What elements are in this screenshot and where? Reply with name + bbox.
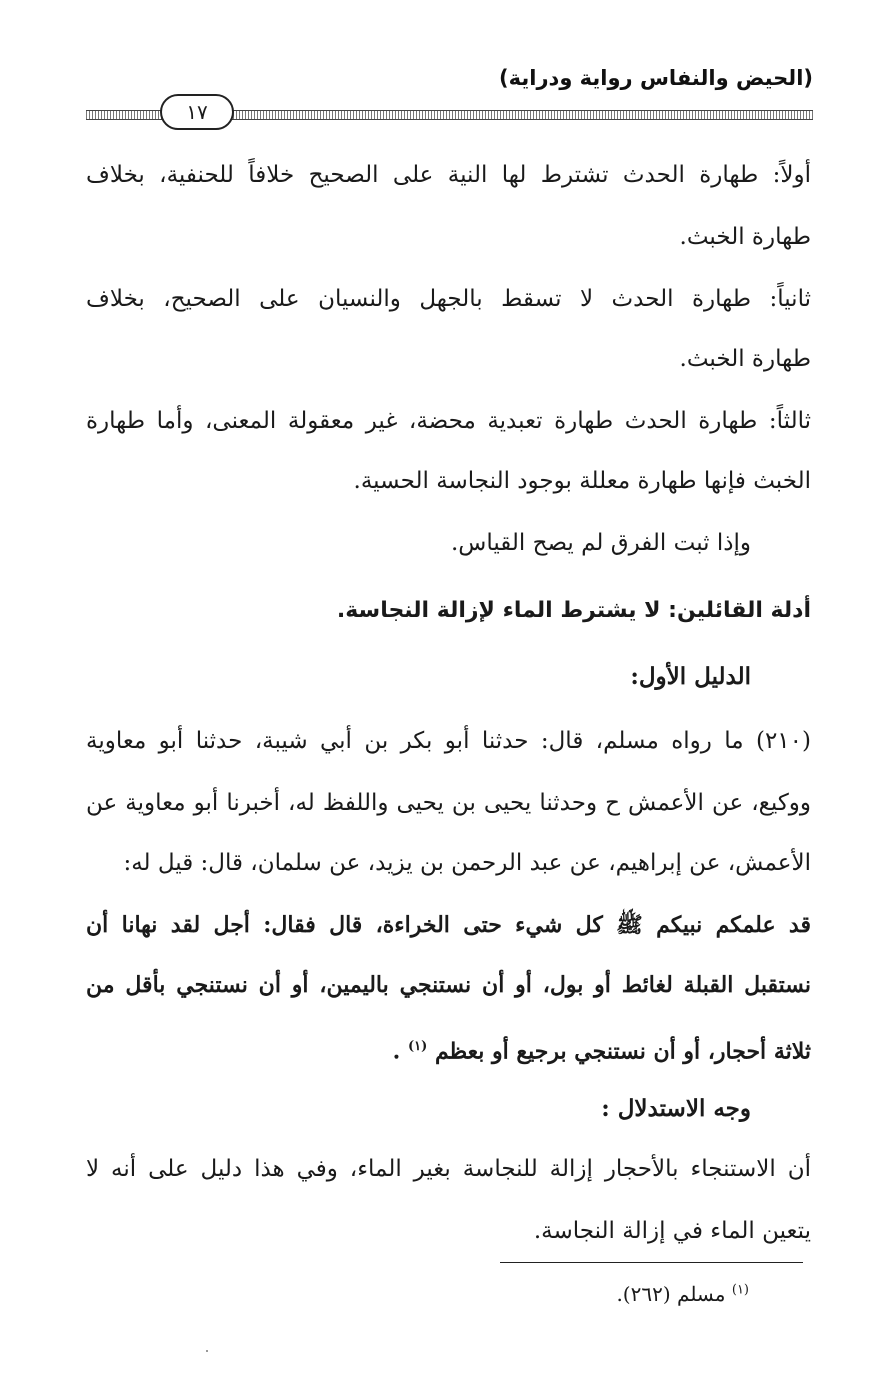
hadith-quote-line	[393, 1030, 811, 1068]
running-title: (الحيض والنفاس رواية ودراية)	[499, 66, 813, 90]
quote-end: .	[392, 1038, 401, 1065]
footnote-number: (١)	[731, 1282, 749, 1298]
print-speck	[206, 1350, 208, 1352]
hadith-quote-line: نستقبل القبلة لغائط أو بول، أو أن نستنجي باليمين، أو أن نستنجي بأقل من	[86, 972, 811, 998]
hadith-line: ووكيع، عن الأعمش ح وحدثنا يحيى بن يحيى واللفظ له، أخبرنا أبو معاوية عن	[86, 790, 811, 816]
footnote-text: مسلم (٢٦٢).	[616, 1282, 726, 1306]
paragraph-line: طهارة الخبث.	[679, 224, 811, 250]
footnote-marker: (١)	[407, 1039, 428, 1054]
hadith-line: (٢١٠) ما رواه مسلم، قال: حدثنا أبو بكر بن أبي شيبة، حدثنا أبو معاوية	[86, 728, 811, 754]
footnote-rule	[500, 1262, 803, 1263]
paragraph-line: أولاً: طهارة الحدث تشترط لها النية على الصحيح خلافاً للحنفية، بخلاف	[86, 162, 811, 188]
paragraph-line: أن الاستنجاء بالأحجار إزالة للنجاسة بغير الماء، وفي هذا دليل على أنه لا	[86, 1156, 811, 1182]
subsection-heading: الدليل الأول:	[630, 663, 751, 690]
page-number: ١٧	[160, 94, 234, 130]
paragraph-line: ثالثاً: طهارة الحدث طهارة تعبدية محضة، غير معقولة المعنى، وأما طهارة	[86, 408, 811, 434]
quote-text: ثلاثة أحجار، أو أن نستنجي برجيع أو بعظم	[434, 1038, 811, 1065]
paragraph-line: ثانياً: طهارة الحدث لا تسقط بالجهل والنسيان على الصحيح، بخلاف	[86, 286, 811, 312]
paragraph-line: طهارة الخبث.	[679, 346, 811, 372]
paragraph-line: الخبث فإنها طهارة معللة بوجود النجاسة الحسية.	[353, 468, 811, 494]
footnote	[616, 1282, 749, 1306]
subsection-heading: وجه الاستدلال :	[601, 1095, 751, 1122]
hadith-quote-line: قد علمكم نبيكم ﷺ كل شيء حتى الخراءة، قال فقال: أجل لقد نهانا أن	[86, 912, 811, 938]
paragraph-line: يتعين الماء في إزالة النجاسة.	[533, 1218, 811, 1244]
section-heading: أدلة القائلين: لا يشترط الماء لإزالة النجاسة.	[336, 598, 811, 623]
hadith-line: الأعمش، عن إبراهيم، عن عبد الرحمن بن يزيد، عن سلمان، قال: قيل له:	[123, 850, 811, 876]
paragraph-line: وإذا ثبت الفرق لم يصح القياس.	[450, 530, 751, 556]
